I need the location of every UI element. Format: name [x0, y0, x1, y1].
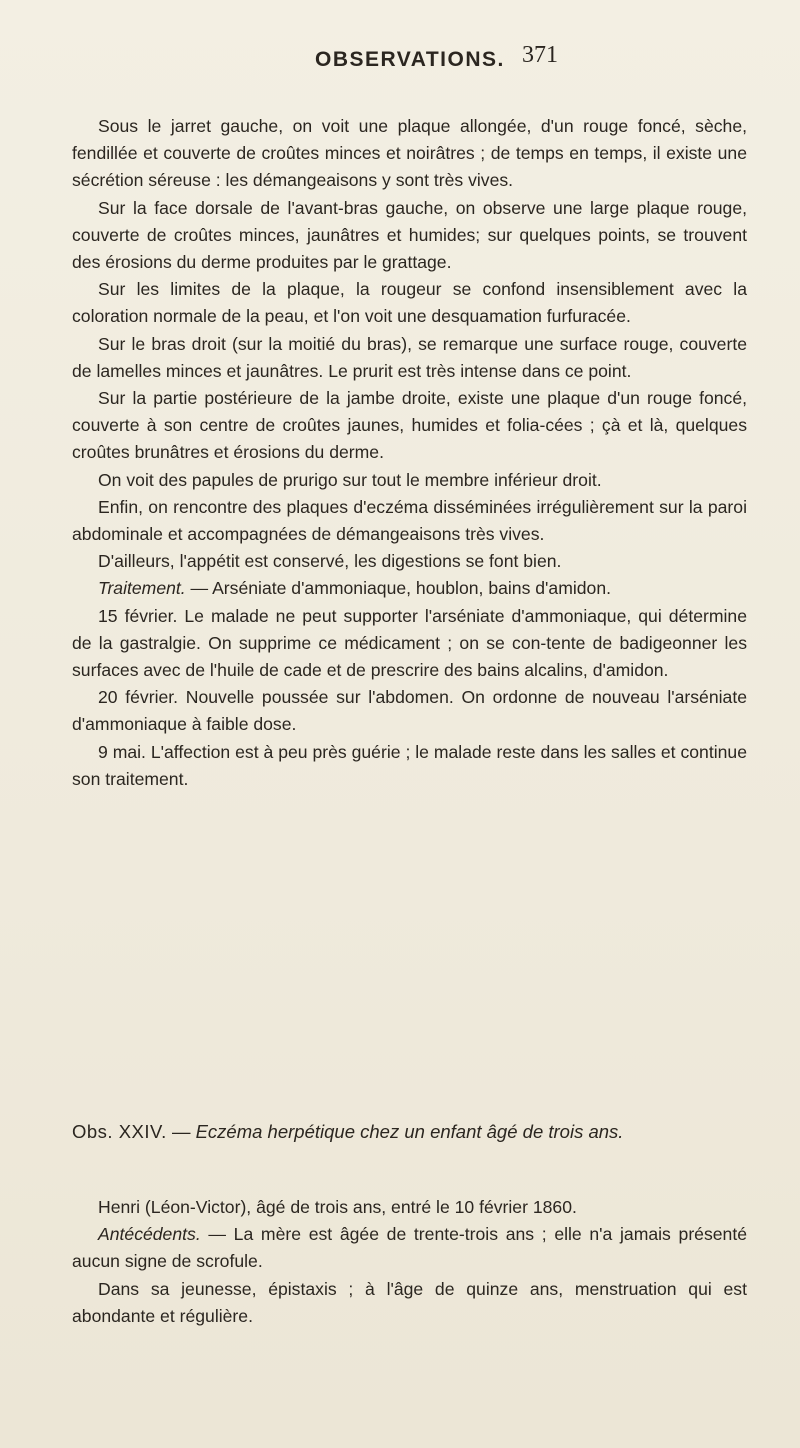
paragraph-antecedents — [72, 1221, 747, 1275]
running-title: OBSERVATIONS. — [315, 48, 505, 71]
observation-heading — [72, 1118, 747, 1145]
antecedents-label: Antécédents. — [98, 1224, 201, 1245]
paragraph-20-fevrier: 20 février. Nouvelle poussée sur l'abdomen. On ordonne de nouveau l'arséniate d'ammoniaque à faible dose. — [72, 687, 747, 735]
observation-dash: — — [166, 1121, 196, 1142]
paragraph-jarret: Sous le jarret gauche, on voit une plaque allongée, d'un rouge foncé, sèche, fendillée et couverte de croûtes minces et noirâtres ; de temps en temps, il existe une sécrétion séreuse : les démangeaisons y sont très vives. — [72, 116, 747, 191]
page-number: 371 — [522, 42, 558, 68]
paragraph-henri: Henri (Léon-Victor), âgé de trois ans, entré le 10 février 1860. — [98, 1197, 577, 1217]
paragraph-15-fevrier: 15 février. Le malade ne peut supporter l'arséniate d'ammoniaque, qui détermine de la gastralgie. On supprime ce médicament ; on se con-tente de badigeonner les surfaces avec de l'huile de cade et de prescrire des bains alcalins, d'amidon. — [72, 605, 747, 681]
paragraph-appetit: D'ailleurs, l'appétit est conservé, les digestions se font bien. — [98, 551, 562, 572]
paragraph-avant-bras: Sur la face dorsale de l'avant-bras gauche, on observe une large plaque rouge, couverte de croûtes minces, jaunâtres et humides; sur quelques points, se trouvent des érosions du derme produites par le grattage. — [72, 197, 747, 273]
paragraph-traitement — [72, 575, 747, 602]
observation-title: Eczéma herpétique chez un enfant âgé de trois ans. — [195, 1121, 624, 1142]
case-description — [72, 113, 747, 793]
paragraph-jambe-droite: Sur la partie postérieure de la jambe droite, existe une plaque d'un rouge foncé, couverte à son centre de croûtes jaunes, humides et folia-cées ; çà et là, quelques croûtes brunâtres et érosions du derme. — [72, 388, 747, 463]
antecedents-text: — La mère est âgée de trente-trois ans ; elle n'a jamais présenté aucun signe de scrofule. — [72, 1224, 747, 1272]
paragraph-limites: Sur les limites de la plaque, la rougeur se confond insensiblement avec la coloration normale de la peau, et l'on voit une desquamation furfuracée. — [72, 279, 747, 327]
traitement-label: Traitement. — [98, 578, 186, 599]
paragraph-prurigo: On voit des papules de prurigo sur tout le membre inférieur droit. — [98, 469, 602, 490]
observation-number: Obs. XXIV. — [72, 1121, 167, 1142]
paragraph-abdomen: Enfin, on rencontre des plaques d'eczéma disséminées irrégulièrement sur la paroi abdominale et accompagnées de démangeaisons très vives. — [72, 496, 747, 545]
paragraph-9-mai: 9 mai. L'affection est à peu près guérie ; le malade reste dans les salles et continue son traitement. — [72, 741, 747, 789]
paragraph-bras-droit: Sur le bras droit (sur la moitié du bras), se remarque une surface rouge, couverte de lamelles minces et jaunâtres. Le prurit est très intense dans ce point. — [72, 333, 747, 381]
paragraph-jeunesse: Dans sa jeunesse, épistaxis ; à l'âge de quinze ans, menstruation qui est abondante et régulière. — [72, 1278, 747, 1326]
traitement-text: — Arséniate d'ammoniaque, houblon, bains d'amidon. — [185, 578, 611, 599]
observation-body — [72, 1194, 747, 1330]
running-head — [0, 42, 800, 88]
